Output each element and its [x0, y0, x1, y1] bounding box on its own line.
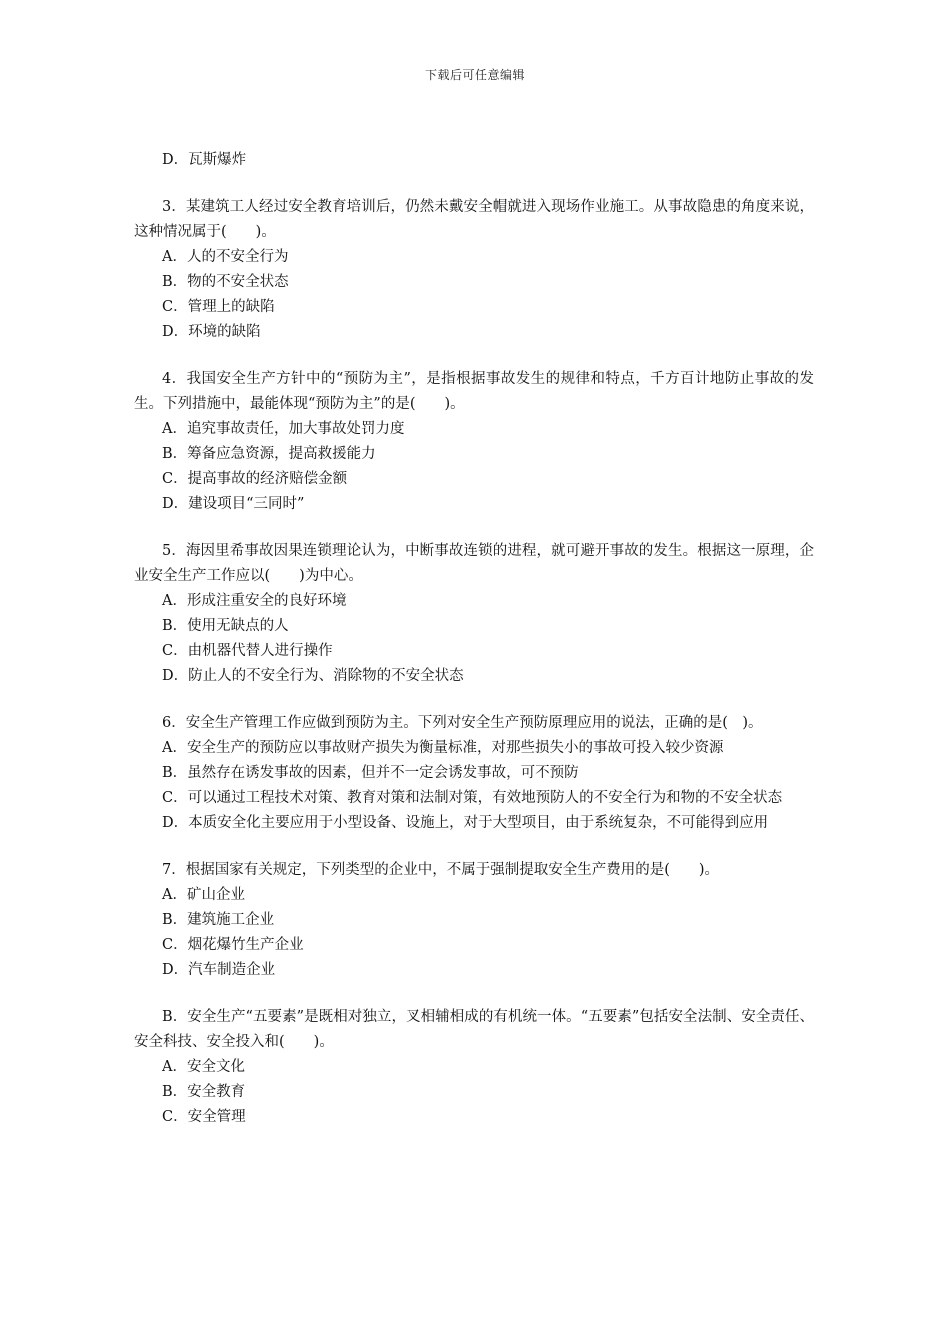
option-b: B．物的不安全状态 — [162, 274, 289, 290]
option-b: B．虽然存在诱发事故的因素，但并不一定会诱发事故，可不预防 — [162, 765, 579, 781]
option-c: C．可以通过工程技术对策、教育对策和法制对策，有效地预防人的不安全行为和物的不安全状态 — [162, 790, 783, 806]
question-stem: 3．某建筑工人经过安全教育培训后，仍然未戴安全帽就进入现场作业施工。从事故隐患的角度来说，这种情况属于( )。 — [134, 199, 814, 240]
question-stem: 6．安全生产管理工作应做到预防为主。下列对安全生产预防原理应用的说法，正确的是( )。 — [162, 715, 763, 731]
option-d: D．防止人的不安全行为、消除物的不安全状态 — [162, 668, 464, 684]
option-c: C．提高事故的经济赔偿金额 — [162, 471, 348, 487]
question-4 — [134, 367, 814, 517]
option-a: A．安全生产的预防应以事故财产损失为衡量标准，对那些损失小的事故可投入较少资源 — [162, 740, 724, 756]
option-d: D．本质安全化主要应用于小型设备、设施上，对于大型项目，由于系统复杂，不可能得到应用 — [162, 815, 769, 831]
question-8 — [134, 1005, 814, 1130]
option-c: C．管理上的缺陷 — [162, 299, 275, 315]
option-a: A．追究事故责任，加大事故处罚力度 — [162, 421, 405, 437]
option-d: D．瓦斯爆炸 — [162, 152, 247, 168]
question-stem: 4．我国安全生产方针中的“预防为主”，是指根据事故发生的规律和特点，千方百计地防止事故的发生。下列措施中，最能体现“预防为主”的是( )。 — [134, 371, 814, 412]
question-7 — [134, 858, 814, 983]
question-6 — [134, 711, 814, 836]
question-2-tail — [134, 148, 814, 173]
option-d: D．环境的缺陷 — [162, 324, 261, 340]
option-c: C．由机器代替人进行操作 — [162, 643, 333, 659]
option-c: C．烟花爆竹生产企业 — [162, 937, 304, 953]
page-header: 下载后可任意编辑 — [424, 68, 525, 82]
option-a: A．形成注重安全的良好环境 — [162, 593, 347, 609]
document-body — [134, 148, 814, 1152]
option-b: B．筹备应急资源，提高救援能力 — [162, 446, 376, 462]
question-5 — [134, 539, 814, 689]
option-a: A．安全文化 — [162, 1059, 245, 1075]
option-d: D．汽车制造企业 — [162, 962, 276, 978]
question-stem: 5．海因里希事故因果连锁理论认为，中断事故连锁的进程，就可避开事故的发生。根据这一原理，企业安全生产工作应以( )为中心。 — [134, 543, 814, 584]
option-c: C．安全管理 — [162, 1109, 246, 1125]
option-a: A．人的不安全行为 — [162, 249, 289, 265]
option-b: B．使用无缺点的人 — [162, 618, 289, 634]
option-a: A．矿山企业 — [162, 887, 245, 903]
question-stem: B．安全生产“五要素”是既相对独立，叉相辅相成的有机统一体。“五要素”包括安全法制、安全责任、安全科技、安全投入和( )。 — [134, 1009, 814, 1050]
question-3 — [134, 195, 814, 345]
question-stem: 7．根据国家有关规定，下列类型的企业中，不属于强制提取安全生产费用的是( )。 — [162, 862, 720, 878]
option-d: D．建设项目“三同时” — [162, 496, 305, 512]
option-b: B．建筑施工企业 — [162, 912, 275, 928]
option-b: B．安全教育 — [162, 1084, 246, 1100]
